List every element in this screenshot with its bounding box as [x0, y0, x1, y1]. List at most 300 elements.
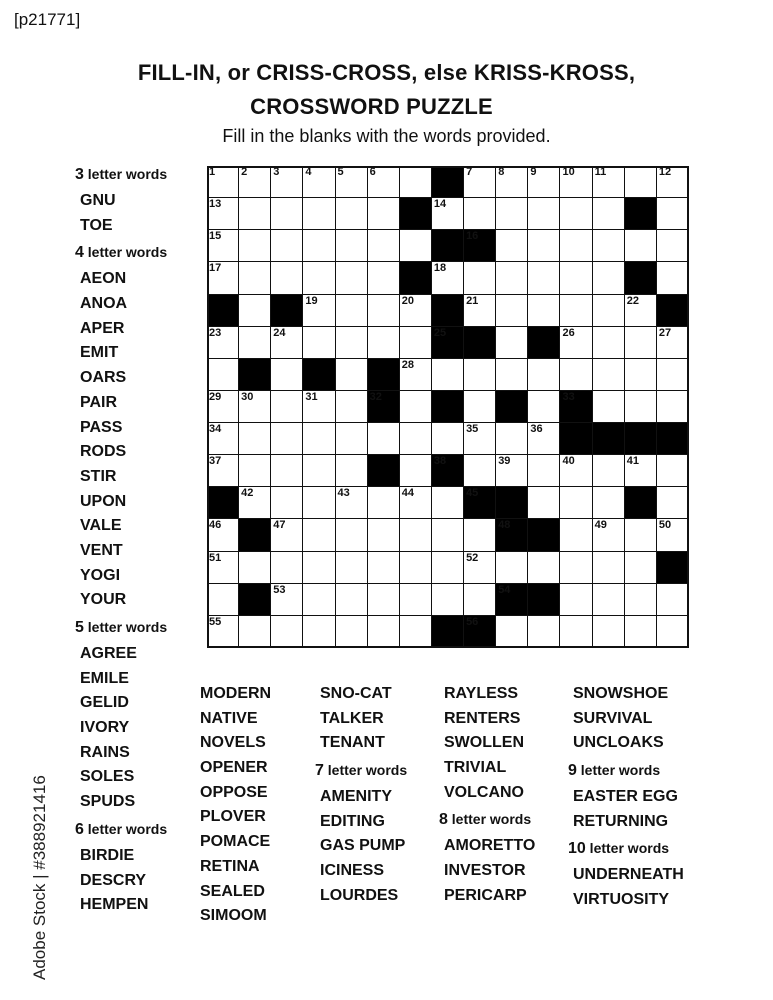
- black-square: [239, 359, 271, 391]
- grid-cell[interactable]: [303, 391, 335, 423]
- word-list-item: BIRDIE: [80, 846, 135, 864]
- grid-cell[interactable]: [239, 552, 271, 584]
- clue-number: 8: [498, 166, 505, 178]
- grid-cell[interactable]: [464, 391, 496, 423]
- grid-cell[interactable]: [560, 519, 592, 551]
- word-list-item: VENT: [80, 541, 123, 559]
- grid-cell[interactable]: [303, 423, 335, 455]
- grid-cell[interactable]: [593, 455, 625, 487]
- grid-cell[interactable]: [239, 295, 271, 327]
- black-square: [464, 327, 496, 359]
- grid-cell[interactable]: [368, 616, 400, 648]
- clue-number: 51: [209, 551, 222, 564]
- word-list-column-2: [200, 682, 271, 929]
- grid-cell[interactable]: [271, 230, 303, 262]
- clue-number: 12: [658, 166, 672, 178]
- grid-cell[interactable]: [400, 359, 432, 391]
- grid-cell[interactable]: [336, 230, 368, 262]
- grid-cell[interactable]: [368, 230, 400, 262]
- grid-cell[interactable]: [207, 423, 239, 455]
- grid-cell[interactable]: [593, 391, 625, 423]
- word-list-item: RAYLESS: [444, 685, 519, 702]
- word-list-item: AMENITY: [320, 788, 392, 806]
- grid-cell[interactable]: [303, 295, 335, 327]
- word-list-item: SNOWSHOE: [573, 685, 669, 702]
- grid-cell[interactable]: [657, 359, 689, 391]
- grid-cell[interactable]: [271, 616, 303, 648]
- black-square: [625, 487, 657, 519]
- grid-cell[interactable]: [464, 455, 496, 487]
- grid-cell[interactable]: [593, 584, 625, 616]
- grid-cell[interactable]: [336, 455, 368, 487]
- grid-cell[interactable]: [528, 616, 560, 648]
- grid-cell[interactable]: [271, 198, 303, 230]
- grid-cell[interactable]: [336, 552, 368, 584]
- word-list-item: SWOLLEN: [444, 734, 524, 752]
- stock-id-text: Adobe Stock | #388921416: [30, 775, 49, 980]
- grid-cell[interactable]: [336, 519, 368, 551]
- clue-number: 28: [401, 358, 415, 371]
- grid-cell[interactable]: [271, 327, 303, 359]
- grid-cell[interactable]: [400, 519, 432, 551]
- grid-cell[interactable]: [625, 359, 657, 391]
- grid-cell[interactable]: [560, 166, 592, 198]
- grid-cell[interactable]: [432, 584, 464, 616]
- grid-cell[interactable]: [400, 552, 432, 584]
- grid-cell[interactable]: [336, 584, 368, 616]
- grid-cell[interactable]: [464, 198, 496, 230]
- grid-cell[interactable]: [625, 295, 657, 327]
- grid-cell[interactable]: [560, 230, 592, 262]
- grid-cell[interactable]: [207, 327, 239, 359]
- word-list-item: TRIVIAL: [444, 759, 507, 777]
- word-list-item: UNDERNEATH: [573, 866, 684, 884]
- grid-cell[interactable]: [239, 327, 271, 359]
- grid-cell[interactable]: [368, 423, 400, 455]
- grid-cell[interactable]: [239, 230, 271, 262]
- grid-cell[interactable]: [303, 327, 335, 359]
- grid-cell[interactable]: [496, 327, 528, 359]
- grid-cell[interactable]: [560, 327, 592, 359]
- grid-cell[interactable]: [593, 262, 625, 294]
- clue-number: 19: [305, 294, 318, 307]
- clue-number: 34: [209, 423, 222, 436]
- black-square: [368, 455, 400, 487]
- clue-number: 3: [273, 166, 280, 178]
- puzzle-title-line1: FILL-IN, or CRISS-CROSS, else KRISS-KROSS,: [137, 60, 636, 85]
- grid-cell[interactable]: [496, 295, 528, 327]
- grid-cell[interactable]: [271, 455, 303, 487]
- grid-cell[interactable]: [271, 166, 303, 198]
- grid-cell[interactable]: [657, 391, 689, 423]
- word-list-item: SOLES: [80, 768, 135, 786]
- grid-cell[interactable]: [464, 423, 496, 455]
- word-length-heading: 6 letter words: [75, 820, 168, 838]
- grid-cell[interactable]: [657, 262, 689, 294]
- clue-number: 20: [401, 294, 415, 307]
- grid-cell[interactable]: [239, 487, 271, 519]
- word-length-heading: 8 letter words: [439, 811, 532, 829]
- grid-cell[interactable]: [593, 327, 625, 359]
- grid-cell[interactable]: [464, 552, 496, 584]
- grid-cell[interactable]: [560, 295, 592, 327]
- black-square: [400, 262, 432, 294]
- grid-cell[interactable]: [239, 166, 271, 198]
- grid-cell[interactable]: [432, 359, 464, 391]
- grid-cell[interactable]: [464, 359, 496, 391]
- grid-cell[interactable]: [207, 198, 239, 230]
- grid-cell[interactable]: [336, 391, 368, 423]
- grid-cell[interactable]: [271, 262, 303, 294]
- clue-number: 5: [337, 166, 344, 178]
- clue-number: 15: [209, 230, 222, 243]
- word-list-item: AMORETTO: [444, 837, 536, 855]
- black-square: [239, 519, 271, 551]
- word-list-item: RODS: [80, 443, 127, 461]
- clue-number: 41: [626, 455, 639, 468]
- grid-cell[interactable]: [239, 616, 271, 648]
- grid-cell[interactable]: [432, 198, 464, 230]
- stock-watermark-label: [8, 770, 49, 980]
- grid-cell[interactable]: [464, 262, 496, 294]
- word-list-item: UNCLOAKS: [573, 734, 664, 752]
- grid-cell[interactable]: [496, 230, 528, 262]
- clue-number: 6: [369, 166, 376, 178]
- grid-cell[interactable]: [593, 166, 625, 198]
- grid-cell[interactable]: [657, 519, 689, 551]
- grid-cell[interactable]: [207, 552, 239, 584]
- grid-cell[interactable]: [303, 198, 335, 230]
- grid-cell[interactable]: [464, 295, 496, 327]
- grid-cell[interactable]: [464, 519, 496, 551]
- grid-cell[interactable]: [528, 295, 560, 327]
- grid-cell[interactable]: [560, 198, 592, 230]
- grid-cell[interactable]: [271, 359, 303, 391]
- grid-cell[interactable]: [368, 584, 400, 616]
- grid-cell[interactable]: [336, 295, 368, 327]
- clue-number: 32: [369, 390, 382, 403]
- black-square: [625, 198, 657, 230]
- crossword-grid: [207, 166, 689, 648]
- grid-cell[interactable]: [560, 359, 592, 391]
- black-square: [432, 166, 464, 198]
- grid-cell[interactable]: [303, 455, 335, 487]
- grid-cell[interactable]: [271, 423, 303, 455]
- clue-number: 33: [562, 390, 575, 403]
- grid-cell[interactable]: [496, 616, 528, 648]
- grid-cell[interactable]: [400, 584, 432, 616]
- word-list-item: TALKER: [320, 709, 384, 727]
- word-list-item: AEON: [80, 270, 127, 288]
- black-square: [496, 584, 528, 616]
- word-length-heading: 4 letter words: [75, 244, 168, 262]
- grid-cell[interactable]: [336, 359, 368, 391]
- clue-number: 27: [658, 326, 672, 339]
- grid-cell[interactable]: [528, 423, 560, 455]
- clue-number: 56: [466, 615, 479, 628]
- grid-cell[interactable]: [560, 616, 592, 648]
- grid-cell[interactable]: [657, 230, 689, 262]
- clue-number: 49: [594, 519, 607, 532]
- word-list-item: SNO-CAT: [320, 685, 392, 702]
- word-list-item: EMIT: [80, 344, 119, 362]
- black-square: [271, 295, 303, 327]
- grid-cell[interactable]: [625, 391, 657, 423]
- clue-number: 9: [530, 166, 537, 178]
- grid-cell[interactable]: [239, 198, 271, 230]
- grid-cell[interactable]: [400, 166, 432, 198]
- clue-number: 36: [530, 423, 543, 436]
- word-length-heading: 5 letter words: [75, 619, 168, 636]
- grid-cell[interactable]: [207, 616, 239, 648]
- grid-cell[interactable]: [336, 327, 368, 359]
- black-square: [657, 552, 689, 584]
- grid-cell[interactable]: [593, 616, 625, 648]
- grid-cell[interactable]: [464, 166, 496, 198]
- grid-cell[interactable]: [593, 198, 625, 230]
- word-list-item: HEMPEN: [80, 896, 149, 914]
- grid-cell[interactable]: [400, 295, 432, 327]
- clue-number: 48: [498, 519, 511, 532]
- grid-cell[interactable]: [271, 487, 303, 519]
- grid-cell[interactable]: [303, 584, 335, 616]
- grid-cell[interactable]: [207, 359, 239, 391]
- grid-cell[interactable]: [336, 166, 368, 198]
- grid-cell[interactable]: [432, 487, 464, 519]
- grid-cell[interactable]: [593, 295, 625, 327]
- word-list-item: TOE: [80, 216, 113, 234]
- clue-number: 17: [209, 262, 222, 275]
- grid-cell[interactable]: [496, 359, 528, 391]
- grid-cell[interactable]: [528, 230, 560, 262]
- grid-cell[interactable]: [625, 552, 657, 584]
- grid-cell[interactable]: [560, 584, 592, 616]
- grid-cell[interactable]: [496, 262, 528, 294]
- black-square: [464, 616, 496, 648]
- grid-cell[interactable]: [593, 487, 625, 519]
- clue-number: 2: [241, 166, 248, 178]
- clue-number: 40: [562, 455, 575, 468]
- grid-cell[interactable]: [303, 487, 335, 519]
- clue-number: 55: [209, 615, 222, 628]
- grid-cell[interactable]: [207, 391, 239, 423]
- grid-cell[interactable]: [239, 455, 271, 487]
- clue-number: 4: [305, 166, 312, 178]
- clue-number: 52: [466, 551, 479, 564]
- image-code: [p21771]: [14, 10, 81, 29]
- clue-number: 44: [401, 487, 415, 500]
- grid-cell[interactable]: [271, 552, 303, 584]
- grid-cell[interactable]: [560, 552, 592, 584]
- word-list-item: UPON: [80, 492, 127, 510]
- grid-cell[interactable]: [239, 262, 271, 294]
- grid-cell[interactable]: [207, 230, 239, 262]
- grid-cell[interactable]: [271, 391, 303, 423]
- grid-cell[interactable]: [496, 552, 528, 584]
- grid-cell[interactable]: [657, 166, 689, 198]
- grid-cell[interactable]: [496, 423, 528, 455]
- black-square: [625, 423, 657, 455]
- grid-cell[interactable]: [271, 519, 303, 551]
- puzzle-instructions: Fill in the blanks with the words provided.: [222, 126, 551, 146]
- grid-cell[interactable]: [336, 616, 368, 648]
- word-list-item: RAINS: [80, 743, 130, 761]
- clue-number: 37: [209, 455, 222, 468]
- word-length-heading: 3 letter words: [75, 166, 168, 183]
- grid-cell[interactable]: [400, 327, 432, 359]
- grid-cell[interactable]: [528, 455, 560, 487]
- clue-number: 46: [209, 519, 222, 532]
- grid-cell[interactable]: [528, 166, 560, 198]
- grid-cell[interactable]: [432, 262, 464, 294]
- word-list-item: YOUR: [80, 591, 127, 609]
- grid-cell[interactable]: [528, 359, 560, 391]
- grid-cell[interactable]: [593, 519, 625, 551]
- grid-cell[interactable]: [336, 423, 368, 455]
- grid-cell[interactable]: [303, 552, 335, 584]
- grid-cell[interactable]: [528, 262, 560, 294]
- grid-cell[interactable]: [593, 552, 625, 584]
- grid-cell[interactable]: [496, 198, 528, 230]
- grid-cell[interactable]: [303, 519, 335, 551]
- grid-cell[interactable]: [464, 584, 496, 616]
- word-list-item: ANOA: [80, 295, 128, 313]
- clue-number: 30: [241, 390, 254, 403]
- grid-cell[interactable]: [400, 455, 432, 487]
- word-list-item: INVESTOR: [444, 862, 526, 880]
- word-list-item: VOLCANO: [444, 783, 524, 801]
- word-list-item: STIR: [80, 467, 117, 485]
- grid-cell[interactable]: [625, 230, 657, 262]
- word-list-item: POMACE: [200, 833, 271, 851]
- grid-cell[interactable]: [368, 198, 400, 230]
- black-square: [657, 295, 689, 327]
- black-square: [560, 391, 592, 423]
- grid-cell[interactable]: [336, 262, 368, 294]
- word-list-item: SEALED: [200, 882, 265, 900]
- grid-cell[interactable]: [336, 198, 368, 230]
- clue-number: 14: [433, 198, 447, 211]
- grid-cell[interactable]: [496, 455, 528, 487]
- grid-cell[interactable]: [432, 519, 464, 551]
- grid-cell[interactable]: [625, 455, 657, 487]
- black-square: [432, 455, 464, 487]
- grid-cell[interactable]: [657, 327, 689, 359]
- clue-number: 25: [433, 326, 447, 339]
- grid-cell[interactable]: [368, 295, 400, 327]
- grid-cell[interactable]: [303, 616, 335, 648]
- grid-cell[interactable]: [560, 487, 592, 519]
- clue-number: 21: [466, 294, 479, 307]
- grid-cell[interactable]: [336, 487, 368, 519]
- grid-cell[interactable]: [400, 423, 432, 455]
- black-square: [239, 584, 271, 616]
- word-list-item: TENANT: [320, 734, 385, 752]
- grid-cell[interactable]: [496, 166, 528, 198]
- clue-number: 31: [305, 390, 318, 403]
- grid-cell[interactable]: [303, 166, 335, 198]
- grid-cell[interactable]: [593, 230, 625, 262]
- word-list-item: MODERN: [200, 685, 272, 702]
- grid-cell[interactable]: [625, 616, 657, 648]
- grid-cell[interactable]: [657, 616, 689, 648]
- word-list-item: ICINESS: [320, 862, 385, 880]
- word-list-item: SURVIVAL: [573, 709, 653, 727]
- grid-cell[interactable]: [207, 519, 239, 551]
- grid-cell[interactable]: [239, 391, 271, 423]
- grid-cell[interactable]: [657, 487, 689, 519]
- word-list-item: APER: [80, 319, 125, 337]
- clue-number: 29: [209, 390, 222, 403]
- word-list-item: GELID: [80, 694, 129, 712]
- grid-cell[interactable]: [560, 262, 592, 294]
- word-list-item: OPENER: [200, 759, 268, 777]
- grid-cell[interactable]: [207, 455, 239, 487]
- word-list-item: PERICARP: [444, 886, 527, 904]
- grid-cell[interactable]: [271, 584, 303, 616]
- grid-cell[interactable]: [625, 519, 657, 551]
- grid-cell[interactable]: [528, 487, 560, 519]
- grid-cell[interactable]: [560, 455, 592, 487]
- black-square: [368, 391, 400, 423]
- grid-cell[interactable]: [239, 423, 271, 455]
- black-square: [528, 584, 560, 616]
- word-list-item: VIRTUOSITY: [573, 891, 670, 909]
- grid-cell[interactable]: [400, 391, 432, 423]
- grid-cell[interactable]: [368, 552, 400, 584]
- grid-cell[interactable]: [303, 230, 335, 262]
- grid-cell[interactable]: [432, 552, 464, 584]
- grid-cell[interactable]: [368, 166, 400, 198]
- grid-cell[interactable]: [593, 359, 625, 391]
- grid-cell[interactable]: [207, 166, 239, 198]
- grid-cell[interactable]: [207, 262, 239, 294]
- black-square: [368, 359, 400, 391]
- grid-cell[interactable]: [625, 327, 657, 359]
- clue-number: 26: [562, 326, 575, 339]
- grid-cell[interactable]: [528, 391, 560, 423]
- grid-cell[interactable]: [657, 198, 689, 230]
- grid-cell[interactable]: [400, 230, 432, 262]
- grid-cell[interactable]: [400, 487, 432, 519]
- clue-number: 47: [273, 519, 286, 532]
- puzzle-title-line2: CROSSWORD PUZZLE: [250, 94, 493, 119]
- grid-cell[interactable]: [368, 519, 400, 551]
- grid-cell[interactable]: [528, 198, 560, 230]
- black-square: [432, 295, 464, 327]
- grid-cell[interactable]: [368, 487, 400, 519]
- grid-cell[interactable]: [368, 327, 400, 359]
- grid-cell[interactable]: [657, 455, 689, 487]
- grid-cell[interactable]: [625, 584, 657, 616]
- word-list-item: RETURNING: [573, 812, 669, 830]
- grid-cell[interactable]: [657, 584, 689, 616]
- grid-cell[interactable]: [400, 616, 432, 648]
- word-list-item: EDITING: [320, 812, 385, 830]
- black-square: [400, 198, 432, 230]
- grid-cell[interactable]: [303, 262, 335, 294]
- clue-number: 1: [209, 166, 216, 178]
- grid-cell[interactable]: [625, 166, 657, 198]
- grid-cell[interactable]: [528, 552, 560, 584]
- word-list-item: VALE: [80, 517, 122, 535]
- clue-number: 18: [433, 262, 447, 275]
- clue-number: 50: [658, 519, 672, 532]
- grid-cell[interactable]: [207, 584, 239, 616]
- clue-number: 11: [594, 166, 607, 178]
- grid-cell[interactable]: [368, 262, 400, 294]
- grid-cell[interactable]: [432, 423, 464, 455]
